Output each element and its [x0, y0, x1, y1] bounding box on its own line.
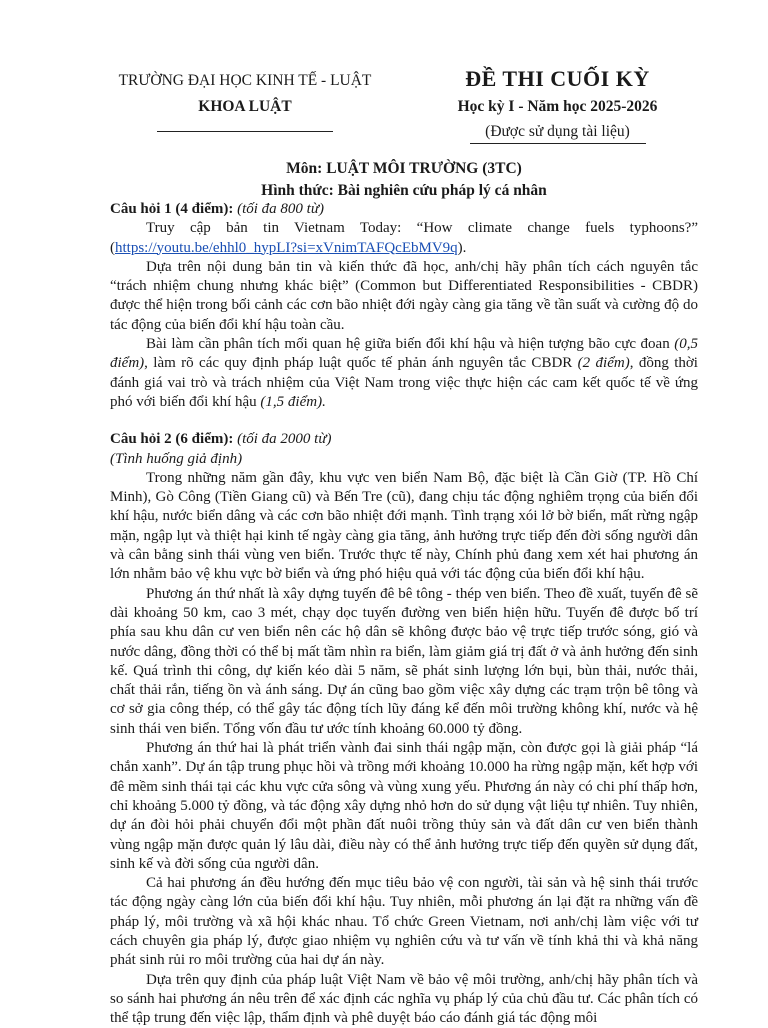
- scenario-label: (Tình huống giả định): [110, 450, 243, 467]
- question-1-p3-c: , đồng thời đánh giá vai trò và trách nhiệm của Việt Nam trong việc thực hiện các cam kết quốc tế về ứng phó với biến đổi khí hậu: [110, 355, 698, 410]
- semester-label: Học kỳ I - Năm học 2025-2026: [457, 98, 658, 115]
- question-2-paragraph-2: Phương án thứ nhất là xây dựng tuyến đê bê tông - thép ven biển. Theo đề xuất, tuyến đê sẽ dài khoảng 50 km, cao 3 mét, chạy dọc tuyến đường ven biển hiện hữu. Tuyến đê được bố trí phía sau khu dân cư ven biển nên các hộ dân sẽ không được bảo vệ trực tiếp trước sóng, gió và nước dâng, đồng thời có thể bị mất tầm nhìn ra biển, làm giảm giá trị đất ở và ảnh hưởng đến sinh kế. Quá trình thi công, dự kiến kéo dài 5 năm, sẽ phát sinh lượng lớn bụi, bùn thải, nước thải, chất thải rắn, tiếng ồn và ánh sáng. Dự án cũng bao gồm việc xây dựng các trạm trộn bê tông và cơ sở gia công thép, có thể gây tác động tích lũy đáng kể đến môi trường không khí, nước và hệ sinh thái ven biển. Tổng vốn đầu tư ước tính khoảng 60.000 tỷ đồng.: [110, 585, 698, 737]
- question-1-paragraph-1: [110, 219, 698, 258]
- question-2-paragraph-1: Trong những năm gần đây, khu vực ven biển Nam Bộ, đặc biệt là Cần Giờ (TP. Hồ Chí Minh), Gò Công (Tiền Giang cũ) và Bến Tre (cũ), đang chịu tác động nghiêm trọng của biến đổi khí hậu, nước biển dâng và các cơn bão nhiệt đới mạnh. Tình trạng xói lở bờ biển, mất rừng ngập mặn, ngập lụt và thiệt hại kinh tế ngày càng gia tăng, ảnh hưởng trực tiếp đến đời sống người dân và cân bằng sinh thái vùng ven biển. Trước thực tế này, Chính phủ đang xem xét hai phương án lớn nhằm bảo vệ khu vực bờ biển và ứng phó hiệu quả với tác động của biến đổi khí hậu.: [110, 469, 698, 583]
- question-1-heading: [110, 200, 698, 219]
- question-2-paragraph-3: Phương án thứ hai là phát triển vành đai sinh thái ngập mặn, còn được gọi là giải pháp “lá chắn xanh”. Dự án tập trung phục hồi và trồng mới khoảng 10.000 ha rừng ngập mặn, kết hợp với đê mềm sinh thái tại các khu vực cửa sông và vùng xung yếu. Phương án này có chi phí thấp hơn, chỉ khoảng 5.000 tỷ đồng, và tác động xây dựng nhỏ hơn do sử dụng vật liệu tự nhiên. Tuy nhiên, dự án đòi hỏi phải chuyển đổi một phần đất nuôi trồng thủy sản và đất dân cư ven biển thành vùng ngập mặn được quản lý lâu dài, điều này có thể ảnh hưởng trực tiếp đến quyền sử dụng đất, sinh kế và đời sống của người dân.: [110, 740, 698, 872]
- question-1-paragraph-3: [110, 335, 698, 412]
- exam-body: [110, 200, 698, 1028]
- question-1-points-3: (1,5 điểm).: [260, 393, 326, 410]
- header-left: [100, 70, 390, 132]
- question-1-p1-end: ).: [457, 239, 467, 256]
- exam-title: ĐỀ THI CUỐI KỲ: [465, 66, 650, 91]
- question-1-points-1: (0,5 điểm): [110, 336, 698, 372]
- university-name: TRƯỜNG ĐẠI HỌC KINH TẾ - LUẬT: [118, 72, 372, 89]
- question-1-p3-a: Bài làm cần phân tích mối quan hệ giữa biến đổi khí hậu và hiện tượng bão cực đoan: [146, 336, 675, 353]
- materials-note: (Được sử dụng tài liệu): [470, 122, 646, 144]
- question-2-word-limit: (tối đa 2000 từ): [237, 431, 332, 448]
- question-2-paragraph-5: Dựa trên quy định của pháp luật Việt Nam về bảo vệ môi trường, anh/chị hãy phân tích và so sánh hai phương án nêu trên để xác định các nghĩa vụ pháp lý của chủ đầu tư. Các phân tích có thể tập trung đến việc lập, thẩm định và phê duyệt báo cáo đánh giá tác động môi: [110, 971, 698, 1027]
- question-1-points-2: (2 điểm): [577, 355, 630, 372]
- exam-form-title: Hình thức: Bài nghiên cứu pháp lý cá nhân: [261, 182, 547, 199]
- header-divider: [157, 131, 333, 132]
- question-1-p1-text: Truy cập bản tin Vietnam Today: “How climate change fuels typhoons?” (: [110, 220, 698, 256]
- subject-title: Môn: LUẬT MÔI TRƯỜNG (3TC): [286, 160, 522, 177]
- question-1-paragraph-2: Dựa trên nội dung bản tin và kiến thức đã học, anh/chị hãy phân tích cách nguyên tắc “trách nhiệm chung nhưng khác biệt” (Common but Differentiated Responsibilities - CBDR) được thể hiện trong bối cảnh các cơn bão nhiệt đới ngày càng gia tăng về tần suất và cường độ do tác động của biến đổi khí hậu toàn cầu.: [110, 258, 698, 333]
- section-gap: [110, 412, 698, 430]
- youtube-link[interactable]: https://youtu.be/ehhl0_hypLI?si=xVnimTAFQcEbMV9q: [115, 239, 458, 256]
- faculty-name: KHOA LUẬT: [198, 98, 292, 115]
- question-2-paragraph-4: Cả hai phương án đều hướng đến mục tiêu bảo vệ con người, tài sản và hệ sinh thái trước tác động ngày càng lớn của biến đổi khí hậu. Tuy nhiên, mỗi phương án lại đặt ra những vấn đề pháp lý, môi trường và xã hội khác nhau. Tổ chức Green Vietnam, nơi anh/chị làm việc với tư cách chuyên gia pháp lý, được giao nhiệm vụ nghiên cứu và tư vấn về tính khả thi và khả năng phát sinh rủi ro môi trường của hai dự án này.: [110, 875, 698, 969]
- question-1-p3-b: , làm rõ các quy định pháp luật quốc tế phản ánh nguyên tắc CBDR: [144, 355, 578, 372]
- question-2-label: Câu hỏi 2 (6 điểm):: [110, 431, 234, 448]
- header-right: [425, 64, 690, 144]
- question-1-word-limit: (tối đa 800 từ): [237, 201, 325, 217]
- question-2-heading: [110, 430, 698, 449]
- question-1-label: Câu hỏi 1 (4 điểm):: [110, 201, 234, 217]
